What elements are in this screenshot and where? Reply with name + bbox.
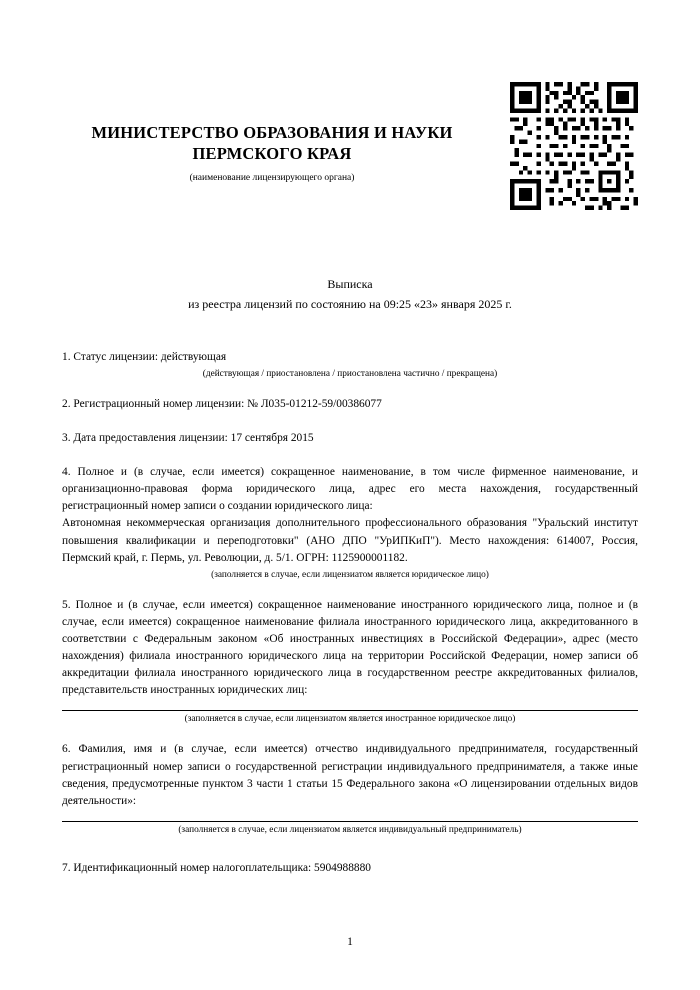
item-legal-entity-note: (заполняется в случае, если лицензиатом является юридическое лицо) [211,569,489,580]
item-individual-entrepreneur-note: (заполняется в случае, если лицензиатом является индивидуальный предприниматель) [178,824,522,835]
item-individual-entrepreneur-text: 6. Фамилия, имя и (в случае, если имеется) отчество индивидуального предпринимателя, государственный регистрационный номер записи о государственной регистрации индивидуального предпринимателя, а также иные сведения, предусмотренные пунктом 3 части 1 статьи 15 Федерального закона «О лицензировании отдельных видов деятельности»: [62,743,638,807]
document-subtitle: из реестра лицензий по состоянию на 09:25 «23» января 2025 г. [188,297,512,312]
page-title [62,275,638,315]
issuing-authority-line1: МИНИСТЕРСТВО ОБРАЗОВАНИЯ И НАУКИ [91,123,453,142]
item-status-text: 1. Статус лицензии: действующая [62,350,227,363]
item-legal-entity-value: Автономная некоммерческая организация дополнительного профессионального образования "Уральский институт повышения квалификации и переподготовки" (АНО ДПО "УрИПКиП"). Место нахождения: 614007, Россия, Пермский край, г. Пермь, ул. Революции, д. 5/1. ОГРН: 1125900001182. [62,517,638,564]
item-foreign-entity-fill-line [62,710,638,711]
page-number: 1 [347,936,353,948]
item-status-note: (действующая / приостановлена / приостановлена частично / прекращена) [202,368,498,379]
document-header [62,122,482,183]
item-license-number-text: 2. Регистрационный номер лицензии: № Л035-01212-59/00386077 [62,397,382,410]
item-taxpayer-number-text: 7. Идентификационный номер налогоплательщика: 5904988880 [62,861,372,874]
item-foreign-entity-note: (заполняется в случае, если лицензиатом является иностранное юридическое лицо) [184,714,516,725]
item-taxpayer-number [62,860,638,877]
issuing-authority-line2: ПЕРМСКОГО КРАЯ [192,144,352,164]
document-body [62,349,638,877]
item-issue-date [62,430,638,447]
item-individual-entrepreneur [62,741,638,834]
item-foreign-entity [62,597,638,725]
qr-code-icon [510,82,638,210]
item-foreign-entity-text: 5. Полное и (в случае, если имеется) сокращенное наименование иностранного юридического лица, полное и (в случае, если имеется) сокращенное наименование филиала иностранного юридического лица, аккредитованного в соответствии с Федеральным законом «Об иностранных инвестициях в Российской Федерации», адрес (место нахождения) филиала иностранного юридического лица на территории Российской Федерации, номер записи об аккредитации филиала иностранного юридического лица в государственном реестре аккредитованных филиалов, представительств иностранных юридических лиц: [62,598,638,697]
document-type: Выписка [327,277,373,292]
item-license-number [62,396,638,413]
item-legal-entity [62,464,638,580]
item-legal-entity-text: 4. Полное и (в случае, если имеется) сокращенное наименование, в том числе фирменное наименование, и организационно-правовая форма юридического лица, адрес его места нахождения, государственный регистрационный номер записи о создании юридического лица: [62,466,638,513]
issuing-authority-note: (наименование лицензирующего органа) [189,173,355,184]
item-individual-entrepreneur-fill-line [62,821,638,822]
item-status [62,349,638,379]
item-issue-date-text: 3. Дата предоставления лицензии: 17 сентября 2015 [62,432,314,445]
